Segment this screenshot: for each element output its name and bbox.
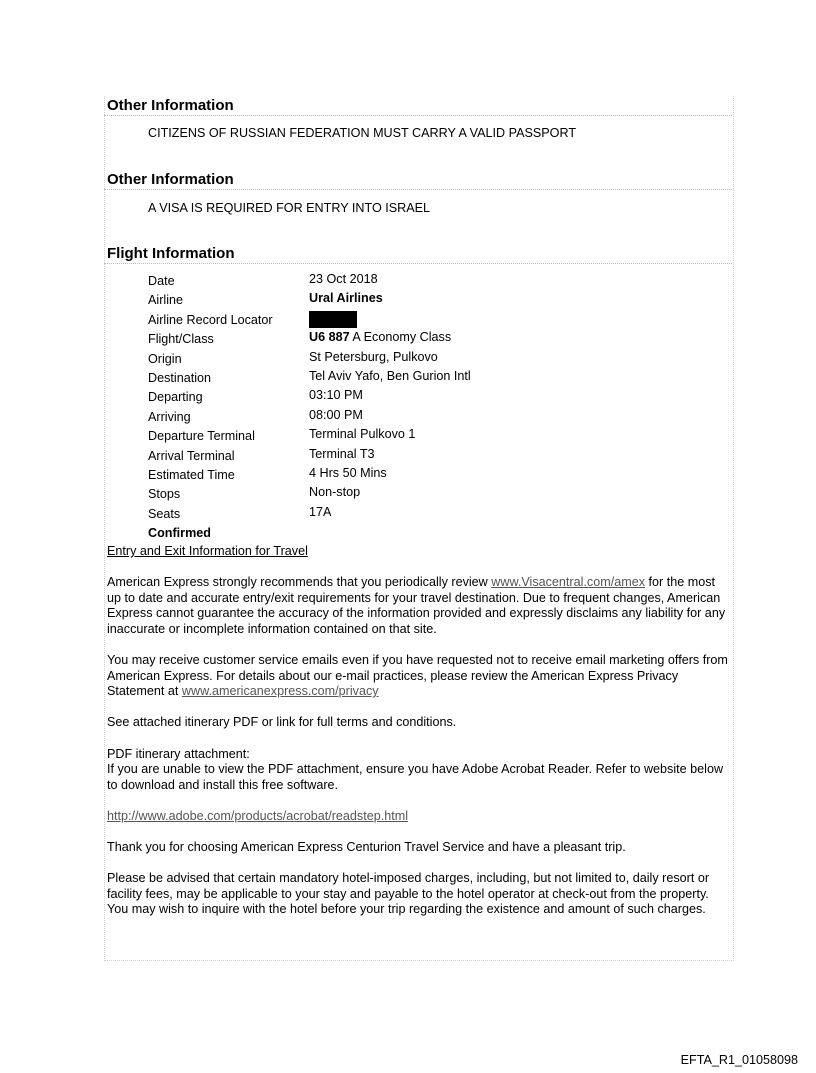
label-stops: Stops: [148, 487, 181, 502]
value-record-locator-redacted: [309, 311, 357, 328]
value-seats: 17A: [309, 504, 332, 519]
terms-paragraph: See attached itinerary PDF or link for full terms and conditions.: [107, 715, 457, 730]
body-copy: [107, 575, 731, 934]
value-flight-class: [309, 330, 451, 346]
visacentral-paragraph: [107, 575, 731, 637]
value-destination: Tel Aviv Yafo, Ben Gurion Intl: [309, 368, 471, 383]
label-airline: Airline: [148, 293, 183, 308]
pdf-paragraph: [107, 747, 731, 794]
label-arrival-terminal: Arrival Terminal: [148, 448, 235, 463]
label-departure-terminal: Departure Terminal: [148, 429, 255, 444]
flight-number: U6 887: [309, 330, 350, 345]
privacy-link[interactable]: www.americanexpress.com/privacy: [181, 684, 379, 699]
label-departing: Departing: [148, 390, 203, 405]
class-text: A Economy Class: [349, 330, 452, 345]
para1-text-start: American Express strongly recommends that you periodically review: [107, 575, 492, 589]
label-record-locator: Airline Record Locator: [148, 312, 273, 327]
booking-status: Confirmed: [148, 526, 211, 540]
label-seats: Seats: [148, 506, 181, 521]
entry-exit-link-wrap: [107, 544, 731, 560]
privacy-paragraph: [107, 653, 731, 700]
visacentral-link[interactable]: www.Visacentral.com/amex: [491, 575, 646, 589]
flight-info-title: Flight Information: [104, 245, 732, 264]
label-arriving: Arriving: [148, 409, 191, 424]
passport-note: CITIZENS OF RUSSIAN FEDERATION MUST CARRY A VALID PASSPORT: [148, 126, 577, 140]
document-id: EFTA_R1_01058098: [680, 1053, 798, 1067]
visa-note: A VISA IS REQUIRED FOR ENTRY INTO ISRAEL: [148, 201, 431, 215]
value-origin: St Petersburg, Pulkovo: [309, 349, 438, 364]
label-origin: Origin: [148, 351, 182, 366]
value-date: 23 Oct 2018: [309, 272, 378, 286]
hotel-charges-paragraph: Please be advised that certain mandatory hotel-imposed charges, including, but not limited to, daily resort or facility fees, may be applicable to your stay and payable to the hotel operator at check-out from the property. You may wish to inquire with the hotel before your trip regarding the existence and amount of such charges.: [107, 871, 710, 917]
label-destination: Destination: [148, 370, 212, 385]
pdf-heading: PDF itinerary attachment:: [107, 746, 250, 761]
para2-text: You may receive customer service emails even if you have requested not to receive email marketing offers from American Express. For details about our e-mail practices, please review the American Express Privacy Statement at: [107, 652, 728, 699]
thank-you-paragraph: Thank you for choosing American Express Centurion Travel Service and have a pleasant trip.: [107, 840, 626, 855]
value-arrival-terminal: Terminal T3: [309, 446, 375, 461]
pdf-instructions: If you are unable to view the PDF attachment, ensure you have Adobe Acrobat Reader. Refer to website below to download and install this free software.: [107, 762, 724, 792]
label-flight-class: Flight/Class: [148, 332, 214, 347]
other-info-title-1: Other Information: [104, 97, 732, 116]
value-departing: 03:10 PM: [309, 388, 363, 403]
value-airline: Ural Airlines: [309, 291, 383, 306]
other-info-title-2: Other Information: [104, 171, 732, 190]
value-departure-terminal: Terminal Pulkovo 1: [309, 427, 416, 442]
entry-exit-info-link[interactable]: Entry and Exit Information for Travel: [107, 544, 308, 558]
adobe-link[interactable]: http://www.adobe.com/products/acrobat/readstep.html: [107, 808, 409, 823]
value-arriving: 08:00 PM: [309, 407, 363, 422]
value-stops: Non-stop: [309, 485, 361, 500]
label-estimated-time: Estimated Time: [148, 467, 235, 482]
adobe-link-paragraph: [107, 809, 731, 825]
label-date: Date: [148, 274, 175, 288]
para1-text-end: for the most up to date and accurate entry/exit requirements for your travel destination. Due to frequent changes, American Express cannot guarantee the accuracy of the information provided and expressly disclaims any liability for any inaccurate or incomplete information contained on that site.: [107, 575, 726, 636]
value-estimated-time: 4 Hrs 50 Mins: [309, 465, 387, 480]
redaction-box: [309, 311, 357, 328]
